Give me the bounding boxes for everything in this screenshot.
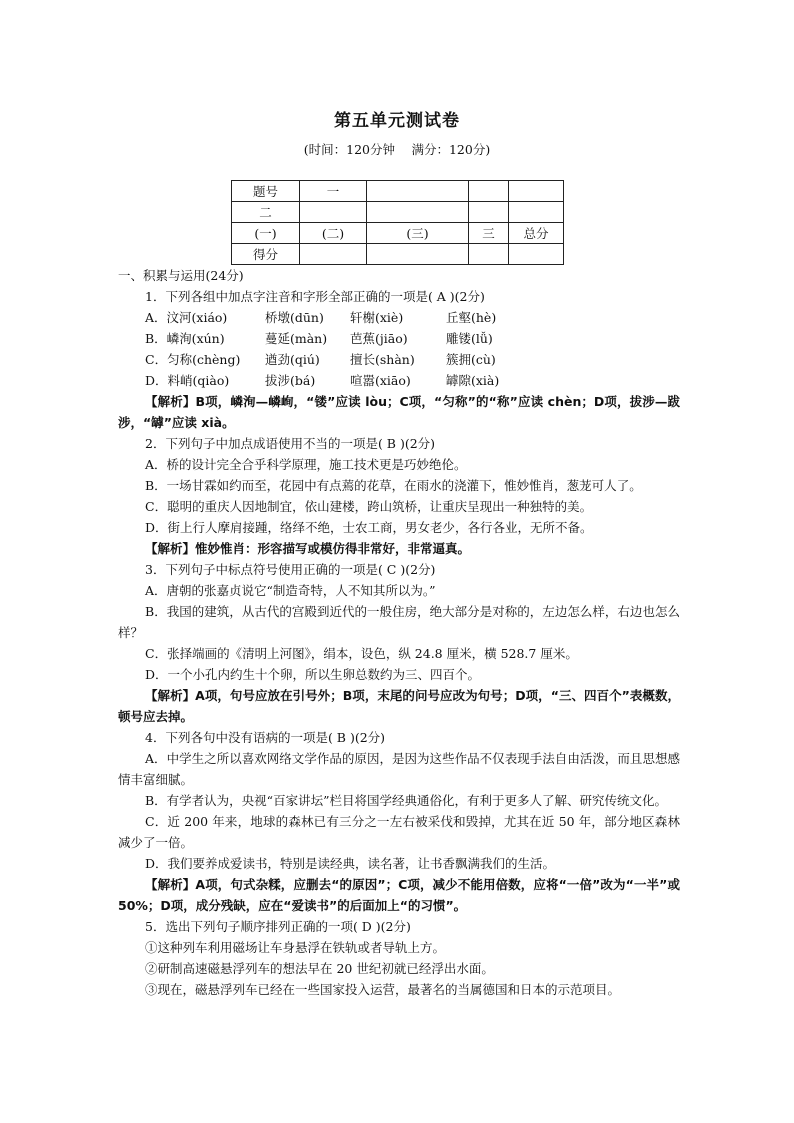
table-row — [232, 181, 564, 202]
question-3-option-b: B．我国的建筑，从古代的宫殿到近代的一般住房，绝大部分是对称的，左边怎么样，右边也怎么样？ — [118, 604, 680, 640]
table-cell — [469, 202, 509, 223]
table-cell — [367, 202, 469, 223]
question-2-option-d: D．街上行人摩肩接踵，络绎不绝，士农工商，男女老少，各行各业，无所不备。 — [145, 520, 593, 535]
table-cell — [300, 244, 367, 265]
question-2-option-a: A．桥的设计完全合乎科学原理，施工技术更是巧妙绝伦。 — [145, 457, 467, 472]
table-cell — [509, 202, 564, 223]
option-text: 罅隙(xià) — [446, 373, 500, 388]
option-text: C．匀称(chèng) — [145, 352, 241, 367]
question-3-option-a: A．唐朝的张嘉贞说它“制造奇特，人不知其所以为。” — [145, 583, 436, 598]
table-cell — [509, 244, 564, 265]
table-cell: 三 — [469, 223, 509, 244]
option-text: 轩榭(xiè) — [350, 310, 404, 325]
option-text: 芭蕉(jiāo) — [350, 331, 408, 346]
option-text: 雕镂(lǚ) — [446, 331, 493, 346]
question-2-option-c: C．聪明的重庆人因地制宜，依山建楼，跨山筑桥，让重庆呈现出一种独特的美。 — [145, 499, 593, 514]
question-5-item-1: ①这种列车利用磁场让车身悬浮在铁轨或者导轨上方。 — [145, 940, 446, 955]
table-cell — [300, 202, 367, 223]
question-3-analysis: 【解析】A项，句号应放在引号外；B项，末尾的问号应改为句号；D项，“三、四百个”表概数，顿号应去掉。 — [118, 688, 680, 724]
table-cell: (三) — [367, 223, 469, 244]
option-text: 喧嚣(xiāo) — [350, 373, 411, 388]
table-cell — [509, 181, 564, 202]
section-heading: 一、积累与运用(24分) — [118, 268, 244, 283]
question-5-stem: 5．选出下列句子顺序排列正确的一项( D )(2分) — [145, 919, 411, 934]
question-5-item-3: ③现在，磁悬浮列车已经在一些国家投入运营，最著名的当属德国和日本的示范项目。 — [145, 982, 621, 997]
question-4-analysis: 【解析】A项，句式杂糅，应删去“的原因”；C项，减少不能用倍数，应将“一倍”改为“一半”或 50%；D项，成分残缺，应在“爱读书”的后面加上“的习惯”。 — [118, 877, 680, 913]
table-cell: 题号 — [232, 181, 300, 202]
table-row — [232, 223, 564, 244]
question-5-item-2: ②研制高速磁悬浮列车的想法早在 20 世纪初就已经浮出水面。 — [145, 961, 494, 976]
option-text: 丘壑(hè) — [446, 310, 497, 325]
question-1-stem: 1．下列各组中加点字注音和字形全部正确的一项是( A )(2分) — [145, 289, 485, 304]
option-text: D．料峭(qiào) — [145, 373, 230, 388]
question-2-analysis: 【解析】惟妙惟肖：形容描写或模仿得非常好，非常逼真。 — [145, 541, 471, 556]
table-row — [232, 202, 564, 223]
table-cell: 一 — [300, 181, 367, 202]
question-1-option-b — [118, 328, 680, 349]
question-3-stem: 3．下列句子中标点符号使用正确的一项是( C )(2分) — [145, 562, 436, 577]
table-cell: 总分 — [509, 223, 564, 244]
question-1-option-a — [118, 307, 680, 328]
table-cell — [367, 244, 469, 265]
question-2-option-b: B．一场甘霖如约而至，花园中有点蔫的花草，在雨水的浇灌下，惟妙惟肖，葱茏可人了。 — [145, 478, 642, 493]
question-4-stem: 4．下列各句中没有语病的一项是( B )(2分) — [145, 730, 386, 745]
question-4-option-a: A．中学生之所以喜欢网络文学作品的原因，是因为这些作品不仅表现手法自由活泼，而且思想感情丰富细腻。 — [118, 751, 680, 787]
table-cell: 二 — [232, 202, 300, 223]
question-4-option-c: C．近 200 年来，地球的森林已有三分之一左右被采伐和毁掉，尤其在近 50 年，部分地区森林减少了一倍。 — [118, 814, 680, 850]
option-text: B．嶙洵(xún) — [145, 331, 225, 346]
table-cell — [469, 244, 509, 265]
table-cell: (一) — [232, 223, 300, 244]
question-4-option-d: D．我们要养成爱读书，特别是读经典，读名著，让书香飘满我们的生活。 — [145, 856, 556, 871]
question-3-option-c: C．张择端画的《清明上河图》，绢本，设色，纵 24.8 厘米，横 528.7 厘米。 — [145, 646, 578, 661]
table-cell — [469, 181, 509, 202]
question-2-stem: 2．下列句子中加点成语使用不当的一项是( B )(2分) — [145, 436, 436, 451]
score-table — [231, 180, 564, 265]
page-subtitle: (时间：120分钟 满分：120分) — [303, 142, 491, 157]
table-cell: 得分 — [232, 244, 300, 265]
question-1-option-d — [118, 370, 680, 391]
option-text: 蔓延(màn) — [265, 331, 328, 346]
table-cell: (二) — [300, 223, 367, 244]
option-text: 拔涉(bá) — [265, 373, 316, 388]
question-1-analysis: 【解析】B项，嶙洵—嶙峋，“镂”应读 lòu；C项，“匀称”的“称”应读 chèn；D项，拔涉—跋涉，“罅”应读 xià。 — [118, 394, 680, 430]
question-1-option-c — [118, 349, 680, 370]
exam-content — [118, 265, 680, 1000]
option-text: 桥墩(dūn) — [265, 310, 324, 325]
table-cell — [367, 181, 469, 202]
question-4-option-b: B．有学者认为，央视“百家讲坛”栏目将国学经典通俗化，有利于更多人了解、研究传统文化。 — [145, 793, 667, 808]
option-text: 簇拥(cù) — [446, 352, 496, 367]
option-text: 遒劲(qiú) — [265, 352, 320, 367]
question-3-option-d: D．一个小孔内约生十个卵，所以生卵总数约为三、四百个。 — [145, 667, 481, 682]
table-row — [232, 244, 564, 265]
option-text: 擅长(shàn) — [350, 352, 415, 367]
page-title: 第五单元测试卷 — [334, 111, 460, 131]
option-text: A．汶河(xiáo) — [145, 310, 228, 325]
